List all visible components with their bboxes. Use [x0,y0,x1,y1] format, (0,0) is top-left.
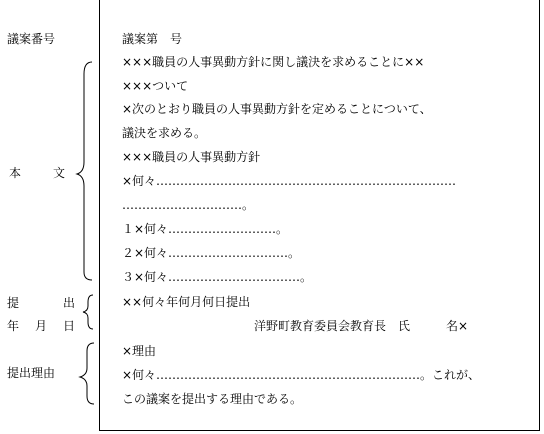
label-reason: 提出理由 [7,366,56,380]
title-line-1: ×××職員の人事異動方針に関し議決を求めることに×× [122,55,425,69]
teishutsu-brace [83,295,93,329]
policy-title: ×××職員の人事異動方針 [122,150,261,164]
label-nengappi-1: 年 [7,319,20,333]
label-honbun-1: 本 [9,166,22,180]
honbun-brace [77,62,92,280]
submit-date: ××何々年何月何日提出 [122,295,251,309]
label-bill-number: 議案番号 [7,32,56,46]
title-line-2: ×××ついて [122,79,189,93]
submitter: 洋野町教育委員会教育長 氏 名× [254,319,469,333]
reason-head: ×理由 [122,344,157,358]
item-3: ３×何々……………………………。 [122,270,313,284]
bill-number-line: 議案第 号 [122,32,183,46]
reason-line-2: この議案を提出する理由である。 [122,392,303,406]
reason-line-1: ×何々…………………………………………………………。これが、 [122,368,481,382]
label-honbun-2: 文 [53,166,66,180]
item-a-line-2: …………………………。 [122,198,255,212]
body-line-2: 議決を求める。 [122,126,207,140]
label-teishutsu-1: 提 [7,296,20,310]
body-line-1: ×次のとおり職員の人事異動方針を定めることについて、 [122,102,432,116]
item-a-line-1: ×何々………………………………………………………………… [122,174,457,188]
reason-brace [80,343,94,404]
item-1: １×何々………………………。 [122,222,289,236]
label-nengappi-2: 月 [35,319,48,333]
item-2: ２×何々…………………………。 [122,246,301,260]
label-nengappi-3: 日 [63,319,76,333]
label-teishutsu-2: 出 [63,296,76,310]
